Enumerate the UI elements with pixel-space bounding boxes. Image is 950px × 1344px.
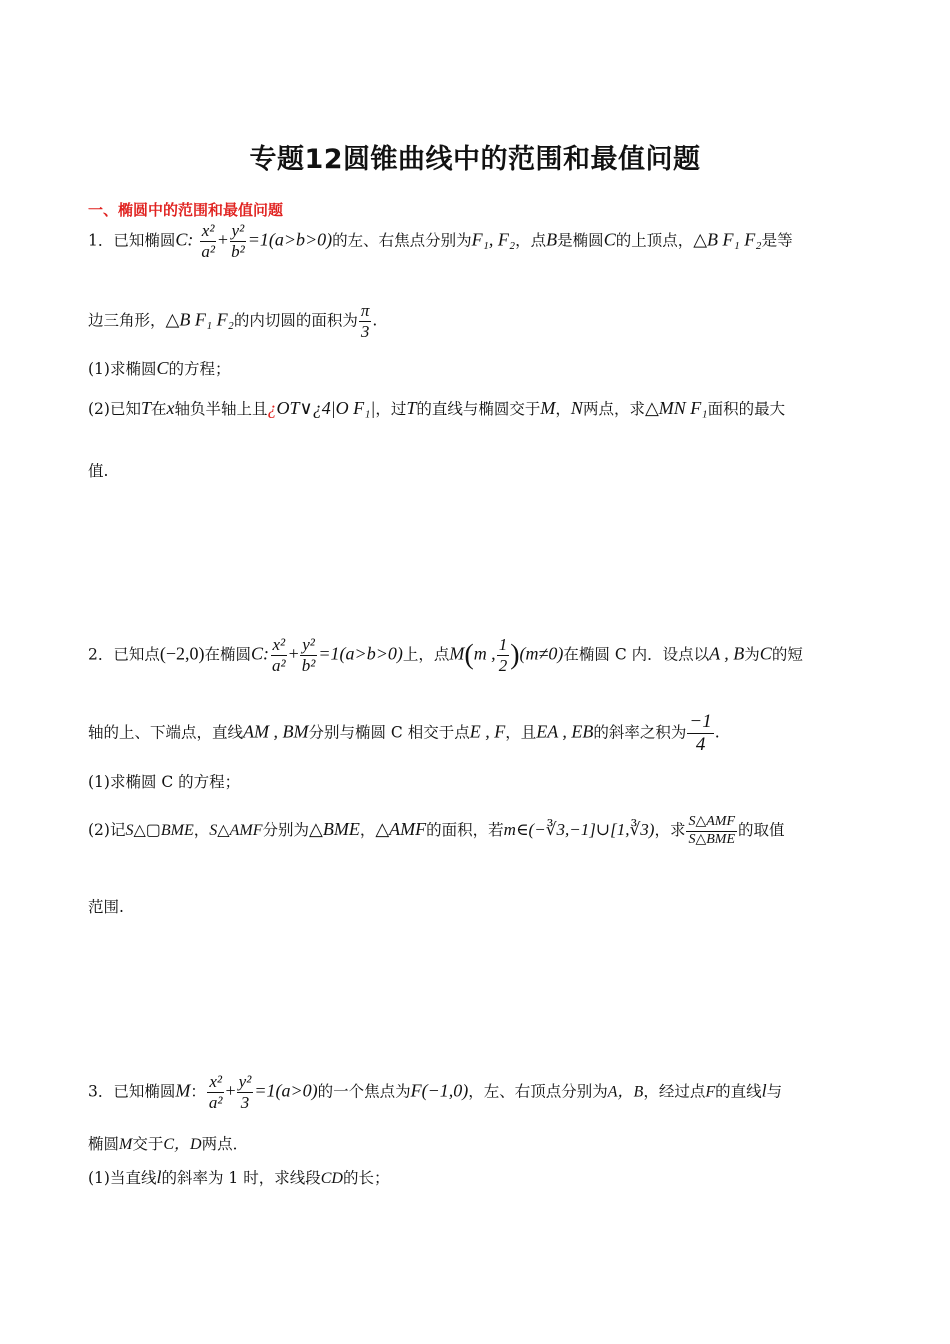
paren: ) bbox=[510, 639, 520, 671]
problem-1-number: 1．已知椭圆 bbox=[88, 231, 176, 250]
text: 两点，求 bbox=[582, 400, 645, 418]
math: C bbox=[156, 358, 169, 378]
text: 与 bbox=[766, 1082, 783, 1101]
denominator: a² bbox=[208, 1092, 223, 1112]
math: A , B bbox=[709, 643, 745, 664]
fraction bbox=[687, 712, 713, 755]
math: l bbox=[156, 1167, 162, 1187]
math: E , F bbox=[469, 721, 506, 742]
numerator: y² bbox=[238, 1072, 252, 1091]
text: ，且 bbox=[505, 723, 537, 742]
problem-1-question-2 bbox=[88, 398, 785, 420]
problem-3-line-2 bbox=[88, 1135, 248, 1154]
text: 的面积，若 bbox=[426, 821, 504, 840]
text: 的一个焦点为 bbox=[317, 1082, 411, 1101]
math: △B F₁ F₂ bbox=[693, 229, 762, 250]
text: 交于 bbox=[132, 1135, 164, 1153]
numerator: y² bbox=[231, 221, 245, 240]
math: (m≠0) bbox=[519, 643, 564, 664]
text: 的方程； bbox=[168, 360, 231, 378]
text: ，求 bbox=[654, 821, 686, 840]
text: ： bbox=[190, 1082, 206, 1101]
text: 的斜率之积为 bbox=[593, 723, 687, 742]
text: 在椭圆 C 内．设点以 bbox=[563, 645, 710, 664]
text: 的直线与椭圆交于 bbox=[416, 400, 541, 418]
numerator: x² bbox=[209, 1072, 223, 1091]
math: A，B bbox=[607, 1083, 644, 1101]
fraction bbox=[686, 815, 737, 847]
text: 的左、右焦点分别为 bbox=[332, 231, 472, 250]
denominator: 3 bbox=[240, 1092, 250, 1112]
numerator: x² bbox=[201, 221, 215, 240]
fraction bbox=[237, 1073, 254, 1112]
text: ，左、右顶点分别为 bbox=[468, 1082, 608, 1101]
fraction bbox=[300, 636, 318, 675]
math: (−2,0) bbox=[159, 643, 205, 664]
problem-2-line-2 bbox=[88, 712, 720, 755]
math: l bbox=[761, 1080, 767, 1101]
math: =1(a>b>0) bbox=[318, 643, 403, 664]
numerator: π bbox=[360, 301, 370, 320]
fraction bbox=[359, 302, 372, 341]
math: S△AMF bbox=[209, 822, 263, 840]
text: 是椭圆 bbox=[557, 231, 604, 250]
text: ，点 bbox=[515, 231, 547, 250]
text: 的直线 bbox=[715, 1082, 762, 1101]
text: 边三角形， bbox=[88, 311, 166, 330]
denominator: 3 bbox=[360, 321, 370, 341]
math: C: bbox=[251, 643, 270, 664]
denominator: 2 bbox=[498, 655, 508, 675]
page-title: 专题12圆锥曲线中的范围和最值问题 bbox=[249, 144, 701, 175]
text: 的内切圆的面积为 bbox=[233, 311, 358, 330]
math: M bbox=[540, 398, 556, 418]
math: S△▢BME bbox=[125, 822, 194, 840]
paren: ( bbox=[464, 639, 474, 671]
math: CD bbox=[320, 1170, 343, 1187]
math: x bbox=[166, 398, 175, 418]
problem-2-question-2-end: 范围. bbox=[88, 898, 124, 916]
problem-1-question-1 bbox=[88, 358, 231, 380]
problem-2-question-1: (1)求椭圆 C 的方程； bbox=[88, 773, 241, 791]
text: 分别与椭圆 C 相交于点 bbox=[308, 723, 470, 742]
text: 面积的最大 bbox=[707, 400, 786, 418]
math: EA , EB bbox=[536, 721, 594, 742]
math: F bbox=[705, 1083, 716, 1101]
text: 的斜率为 1 时，求线段 bbox=[161, 1169, 321, 1187]
math: B bbox=[546, 229, 558, 250]
problem-3-line-1 bbox=[88, 1073, 782, 1112]
text: ， bbox=[359, 821, 376, 840]
problem-2-line-1 bbox=[88, 636, 803, 675]
fraction bbox=[497, 636, 510, 675]
text: 的取值 bbox=[738, 821, 785, 840]
problem-1-line-2 bbox=[88, 302, 377, 341]
problem-1-line-1 bbox=[88, 222, 793, 261]
numerator: S△AMF bbox=[686, 815, 737, 832]
text: ， bbox=[193, 821, 210, 840]
text: 的上顶点， bbox=[615, 231, 694, 250]
text: 上，点 bbox=[402, 645, 450, 664]
math: ¿ bbox=[267, 398, 277, 418]
text: ，过 bbox=[375, 400, 407, 418]
problem-3-question-1 bbox=[88, 1167, 389, 1189]
denominator: a² bbox=[272, 655, 286, 675]
text: 轴的上、下端点，直线 bbox=[88, 723, 244, 742]
text: . bbox=[714, 723, 720, 742]
text: (2)记 bbox=[88, 821, 126, 840]
math: M bbox=[449, 643, 465, 664]
math: M bbox=[119, 1136, 133, 1153]
math: m∈(−∛3,−1]∪[1,∛3) bbox=[503, 820, 655, 840]
math: F(−1,0) bbox=[410, 1080, 469, 1101]
text: (1)求椭圆 bbox=[88, 360, 157, 378]
fraction bbox=[199, 222, 217, 261]
numerator: 1 bbox=[498, 635, 508, 654]
math: C bbox=[603, 229, 616, 250]
math: AM , BM bbox=[243, 721, 309, 742]
math: + bbox=[217, 229, 229, 250]
math: △AMF bbox=[375, 819, 427, 840]
problem-1-question-2-end: 值. bbox=[88, 462, 109, 480]
text: . bbox=[372, 311, 378, 330]
text: ，经过点 bbox=[643, 1082, 706, 1101]
math: M bbox=[175, 1080, 191, 1101]
text: 为 bbox=[744, 645, 760, 664]
numerator: y² bbox=[302, 635, 315, 654]
math: △B F₁ F₂ bbox=[165, 309, 234, 330]
math: + bbox=[288, 643, 299, 664]
denominator: S△BME bbox=[688, 831, 736, 847]
math: C bbox=[759, 643, 772, 664]
math: =1(a>b>0) bbox=[247, 229, 333, 250]
problem-2-question-2 bbox=[88, 815, 785, 847]
text: 两点． bbox=[201, 1135, 249, 1153]
math: N bbox=[570, 398, 583, 418]
math: T bbox=[406, 398, 417, 418]
numerator: −1 bbox=[689, 711, 712, 732]
text: 在 bbox=[150, 400, 167, 418]
denominator: 4 bbox=[695, 733, 706, 755]
text: 的长； bbox=[342, 1169, 390, 1187]
text: 轴负半轴上且 bbox=[174, 400, 268, 418]
math: △MN F₁ bbox=[644, 398, 708, 418]
text: 分别为 bbox=[262, 821, 309, 840]
text: 的短 bbox=[771, 645, 803, 664]
numerator: x² bbox=[272, 635, 286, 654]
text: (1)当直线 bbox=[88, 1169, 157, 1187]
text: (2)已知 bbox=[88, 400, 141, 418]
math: T bbox=[140, 398, 151, 418]
text: 在椭圆 bbox=[204, 645, 252, 664]
fraction bbox=[270, 636, 288, 675]
text: ， bbox=[555, 400, 571, 418]
denominator: b² bbox=[231, 241, 245, 261]
math: C: bbox=[175, 229, 194, 250]
section-heading: 一、椭圆中的范围和最值问题 bbox=[88, 201, 284, 219]
problem-3-number: 3．已知椭圆 bbox=[88, 1082, 176, 1101]
text: 椭圆 bbox=[88, 1135, 120, 1153]
fraction bbox=[229, 222, 247, 261]
math: F₁, F₂ bbox=[471, 229, 516, 250]
math: OT∨¿4|O F₁| bbox=[276, 398, 376, 418]
denominator: b² bbox=[301, 655, 316, 675]
fraction bbox=[207, 1073, 225, 1112]
math: + bbox=[225, 1080, 236, 1101]
text: 是等 bbox=[761, 231, 793, 250]
math: C，D bbox=[163, 1136, 202, 1153]
math: =1(a>0) bbox=[254, 1080, 318, 1101]
math: m , bbox=[473, 643, 496, 664]
math: △BME bbox=[308, 819, 360, 840]
denominator: a² bbox=[201, 241, 215, 261]
problem-2-number: 2．已知点 bbox=[88, 645, 160, 664]
